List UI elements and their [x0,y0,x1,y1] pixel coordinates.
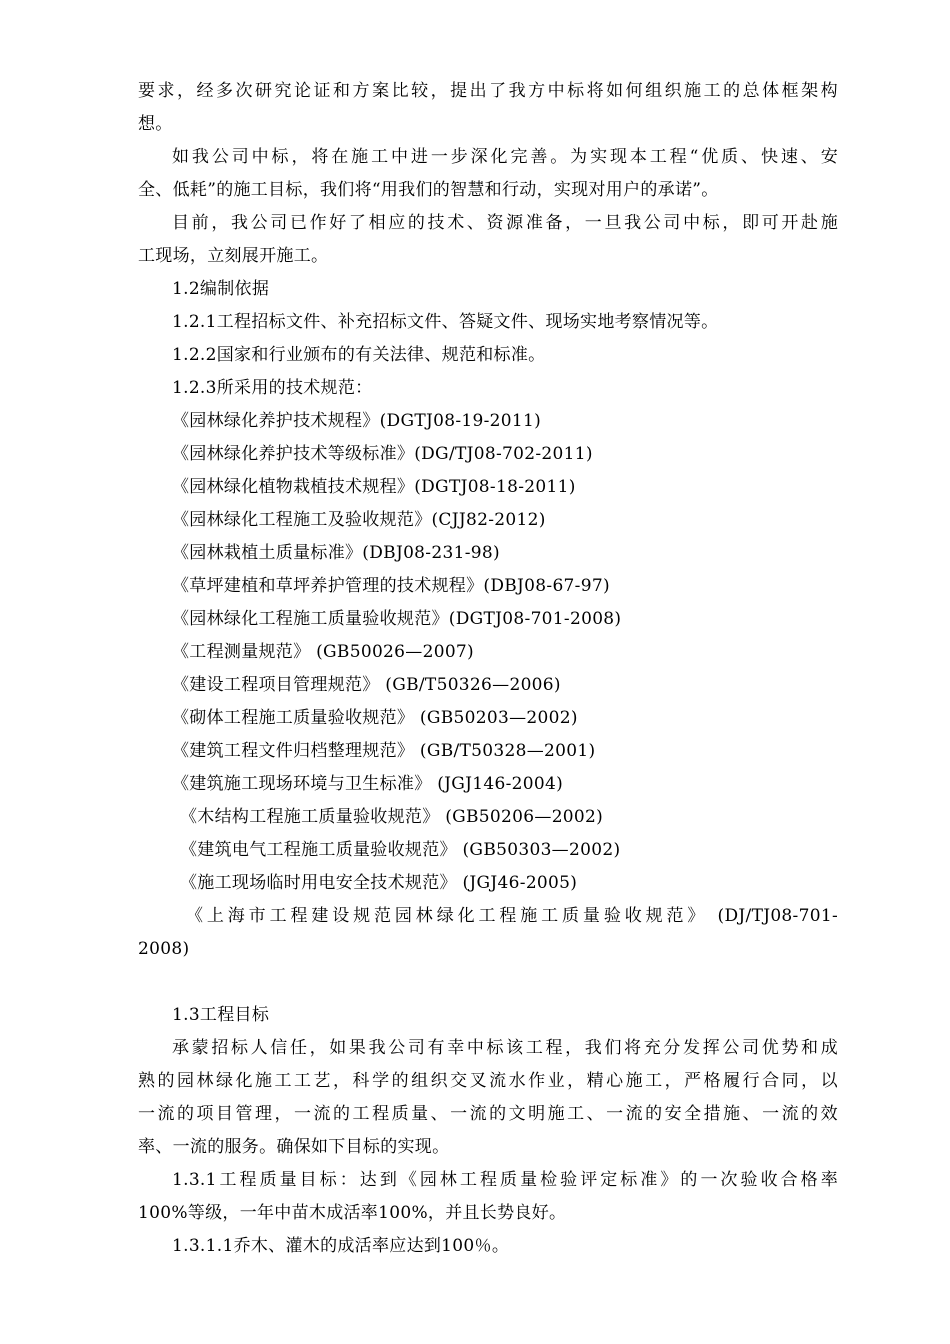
goals-paragraph-line-4: 率、一流的服务。确保如下目标的实现。 [138,1137,450,1157]
overview-paragraph-3-line-2: 工现场，立刻展开施工。 [138,246,329,266]
standard-item: 《建筑工程文件归档整理规范》 (GB/T50328—2001) [172,741,596,761]
standard-item: 《园林绿化工程施工及验收规范》(CJJ82-2012) [172,510,546,530]
overview-paragraph-1-line-2: 想。 [138,114,173,134]
standard-item: 《园林绿化植物栽植技术规程》(DGTJ08-18-2011) [172,477,576,497]
basis-item-3: 1.2.3所采用的技术规范： [172,378,373,398]
standard-item: 《建设工程项目管理规范》 (GB/T50326—2006) [172,675,561,695]
standard-item: 《建筑施工现场环境与卫生标准》 (JGJ146-2004) [172,774,564,794]
standard-item: 《园林栽植土质量标准》(DBJ08-231-98) [172,543,500,563]
quality-goal-line-1: 1.3.1工程质量目标：达到《园林工程质量检验评定标准》的一次验收合格率 [172,1170,838,1190]
overview-paragraph-1-line-1: 要求，经多次研究论证和方案比较，提出了我方中标将如何组织施工的总体框架构 [138,81,838,101]
overview-paragraph-3-line-1: 目前，我公司已作好了相应的技术、资源准备，一旦我公司中标，即可开赴施 [172,213,838,233]
standard-item: 《园林绿化养护技术规程》(DGTJ08-19-2011) [172,411,542,431]
standard-item: 《上海市工程建设规范园林绿化工程施工质量验收规范》 (DJ/TJ08-701- [186,906,838,926]
section-heading-goals: 1.3工程目标 [172,1005,270,1025]
goals-paragraph-line-1: 承蒙招标人信任，如果我公司有幸中标该工程，我们将充分发挥公司优势和成 [172,1038,838,1058]
standard-item-continuation: 2008) [138,939,190,959]
quality-goal-subitem: 1.3.1.1乔木、灌木的成活率应达到100％。 [172,1236,510,1256]
standard-item: 《园林绿化工程施工质量验收规范》(DGTJ08-701-2008) [172,609,622,629]
standard-item: 《建筑电气工程施工质量验收规范》 (GB50303—2002) [180,840,621,860]
standard-item: 《工程测量规范》 (GB50026—2007) [172,642,474,662]
overview-paragraph-2-line-1: 如我公司中标，将在施工中进一步深化完善。为实现本工程“优质、快速、安 [172,147,838,167]
quality-goal-line-2: 100%等级，一年中苗木成活率100%，并且长势良好。 [138,1203,567,1223]
goals-paragraph-line-2: 熟的园林绿化施工工艺，科学的组织交叉流水作业，精心施工，严格履行合同，以 [138,1071,838,1091]
standard-item: 《木结构工程施工质量验收规范》 (GB50206—2002) [180,807,604,827]
basis-item-2: 1.2.2国家和行业颁布的有关法律、规范和标准。 [172,345,546,365]
standard-item: 《草坪建植和草坪养护管理的技术规程》(DBJ08-67-97) [172,576,610,596]
overview-paragraph-2-line-2: 全、低耗”的施工目标，我们将“用我们的智慧和行动，实现对用户的承诺”。 [138,180,719,200]
section-heading-basis: 1.2编制依据 [172,279,270,299]
standard-item: 《砌体工程施工质量验收规范》 (GB50203—2002) [172,708,578,728]
standard-item: 《园林绿化养护技术等级标准》(DG/TJ08-702-2011) [172,444,593,464]
standard-item: 《施工现场临时用电安全技术规范》 (JGJ46-2005) [180,873,578,893]
basis-item-1: 1.2.1工程招标文件、补充招标文件、答疑文件、现场实地考察情况等。 [172,312,719,332]
goals-paragraph-line-3: 一流的项目管理，一流的工程质量、一流的文明施工、一流的安全措施、一流的效 [138,1104,838,1124]
